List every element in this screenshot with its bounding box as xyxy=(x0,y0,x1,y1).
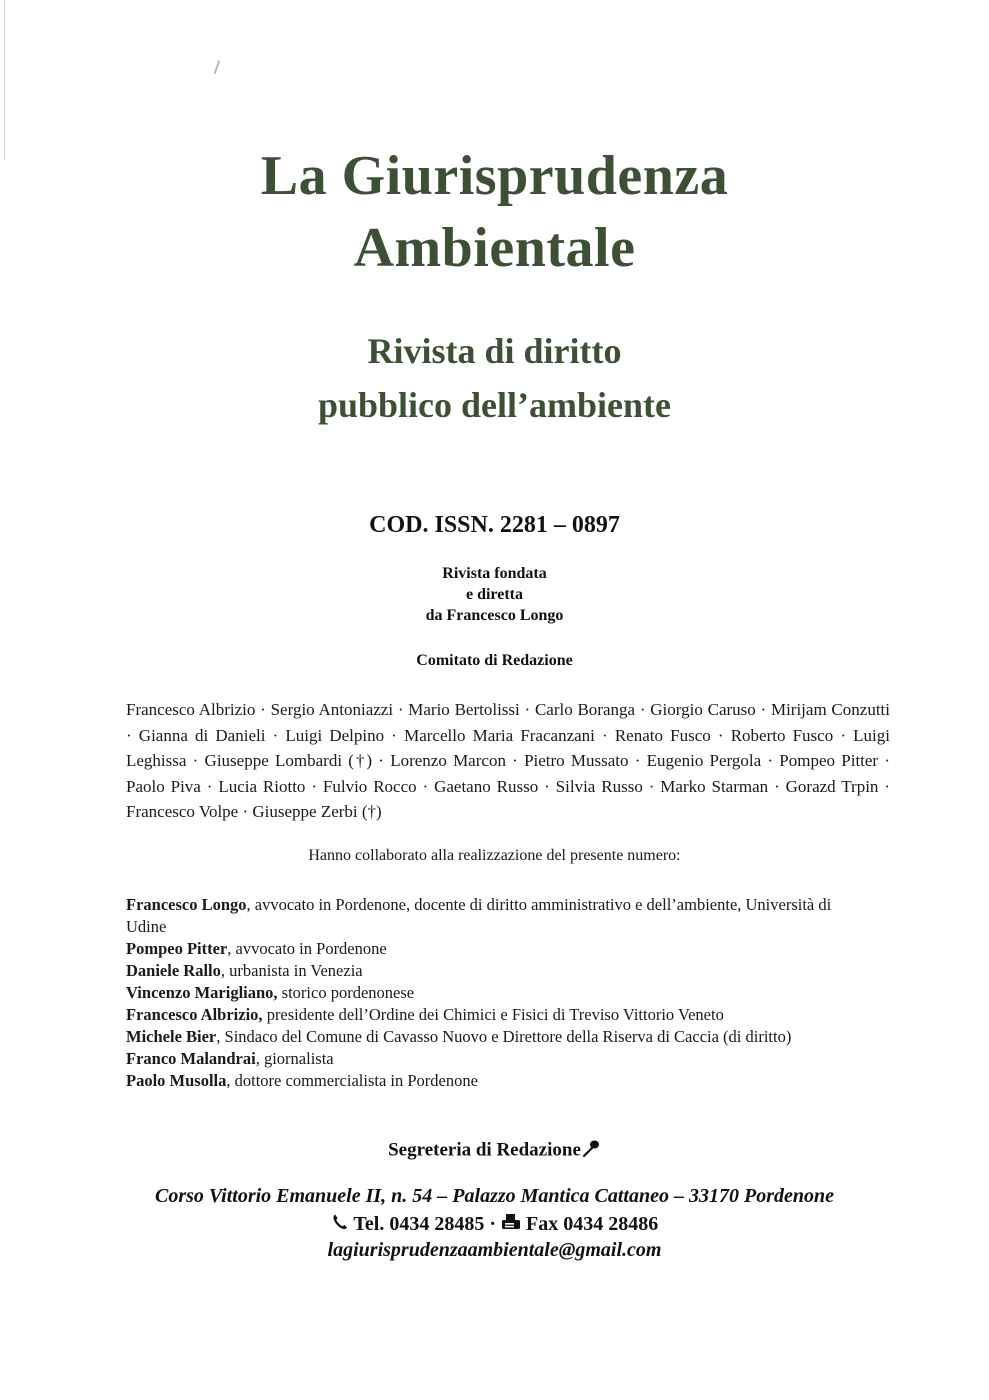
contact-email[interactable]: lagiurisprudenzaambientale@gmail.com xyxy=(327,1239,662,1261)
collaborator-role: presidente dell’Ordine dei Chimici e Fisici di Treviso Vittorio Veneto xyxy=(262,1005,724,1024)
secretariat-heading-label: Segreteria di Redazione xyxy=(388,1139,581,1161)
editorial-committee-heading: Comitato di Redazione xyxy=(416,652,573,669)
phone-number: Tel. 0434 28485 xyxy=(353,1213,485,1235)
journal-title xyxy=(0,140,989,284)
collaborator-item xyxy=(126,938,866,960)
collaborators-list xyxy=(126,894,866,1092)
secretariat-address: Corso Vittorio Emanuele II, n. 54 – Palazzo Mantica Cattaneo – 33170 Pordenone xyxy=(155,1185,834,1207)
journal-subtitle-line1: Rivista di diritto xyxy=(367,331,622,371)
collaborator-name: Francesco Albrizio, xyxy=(126,1005,263,1024)
founder-note-line1: Rivista fondata xyxy=(442,565,547,582)
contact-separator: · xyxy=(489,1213,497,1235)
collaborator-name: Francesco Longo xyxy=(126,895,247,914)
phone-icon xyxy=(331,1213,349,1237)
collaborator-name: Michele Bier xyxy=(126,1027,217,1046)
collaborator-name: Franco Malandrai xyxy=(126,1049,256,1068)
collaborator-item xyxy=(126,894,866,938)
journal-title-line2: Ambientale xyxy=(353,217,636,279)
pen-mark-icon xyxy=(581,1138,601,1164)
collaborator-name: Vincenzo Marigliano, xyxy=(126,983,278,1002)
founder-note-line3: da Francesco Longo xyxy=(425,607,564,624)
collaborator-item xyxy=(126,982,866,1004)
fax-number: Fax 0434 28486 xyxy=(526,1213,659,1235)
collaborator-role: , avvocato in Pordenone xyxy=(227,939,387,958)
collaborator-item xyxy=(126,1004,866,1026)
journal-subtitle-line2: pubblico dell’ambiente xyxy=(317,385,672,425)
contact-line xyxy=(0,1213,989,1237)
scan-edge-mark xyxy=(4,0,5,160)
scan-speck xyxy=(214,60,221,74)
collaborator-role: , giornalista xyxy=(255,1049,334,1068)
collaborator-name: Daniele Rallo xyxy=(126,961,221,980)
journal-subtitle xyxy=(0,324,989,432)
fax-icon xyxy=(501,1213,521,1237)
collaborator-item xyxy=(126,960,866,982)
founder-note-line2: e diretta xyxy=(465,586,523,603)
journal-title-line1: La Giurisprudenza xyxy=(260,145,729,207)
issn-code: COD. ISSN. 2281 – 0897 xyxy=(369,512,620,538)
collaborator-role: , urbanista in Venezia xyxy=(220,961,363,980)
collaborator-role: , Sindaco del Comune di Cavasso Nuovo e Direttore della Riserva di Caccia (di diritto) xyxy=(216,1027,792,1046)
collaborator-role: , avvocato in Pordenone, docente di diritto amministrativo e dell’ambiente, Università di Udine xyxy=(126,895,832,936)
collaborator-name: Paolo Musolla xyxy=(126,1071,227,1090)
collaborator-item xyxy=(126,1048,866,1070)
collaborator-role: storico pordenonese xyxy=(277,983,415,1002)
editorial-committee-members: Francesco Albrizio · Sergio Antoniazzi · Mario Bertolissi · Carlo Boranga · Giorgio Caruso · Mirijam Conzutti · Gianna di Danieli · Luigi Delpino · Marcello Maria Fracanzani · Renato Fusco · Roberto Fusco · Luigi Leghissa · Giuseppe Lombardi (†) · Lorenzo Marcon · Pietro Mussato · Eugenio Pergola · Pompeo Pitter · Paolo Piva · Lucia Riotto · Fulvio Rocco · Gaetano Russo · Silvia Russo · Marko Starman · Gorazd Trpin · Francesco Volpe · Giuseppe Zerbi (†) xyxy=(126,700,890,821)
collaborators-heading: Hanno collaborato alla realizzazione del presente numero: xyxy=(308,847,681,864)
founder-note xyxy=(0,563,989,626)
secretariat-heading xyxy=(0,1138,989,1164)
collaborator-role: , dottore commercialista in Pordenone xyxy=(226,1071,478,1090)
collaborator-item xyxy=(126,1026,866,1048)
collaborator-item xyxy=(126,1070,866,1092)
collaborator-name: Pompeo Pitter xyxy=(126,939,228,958)
